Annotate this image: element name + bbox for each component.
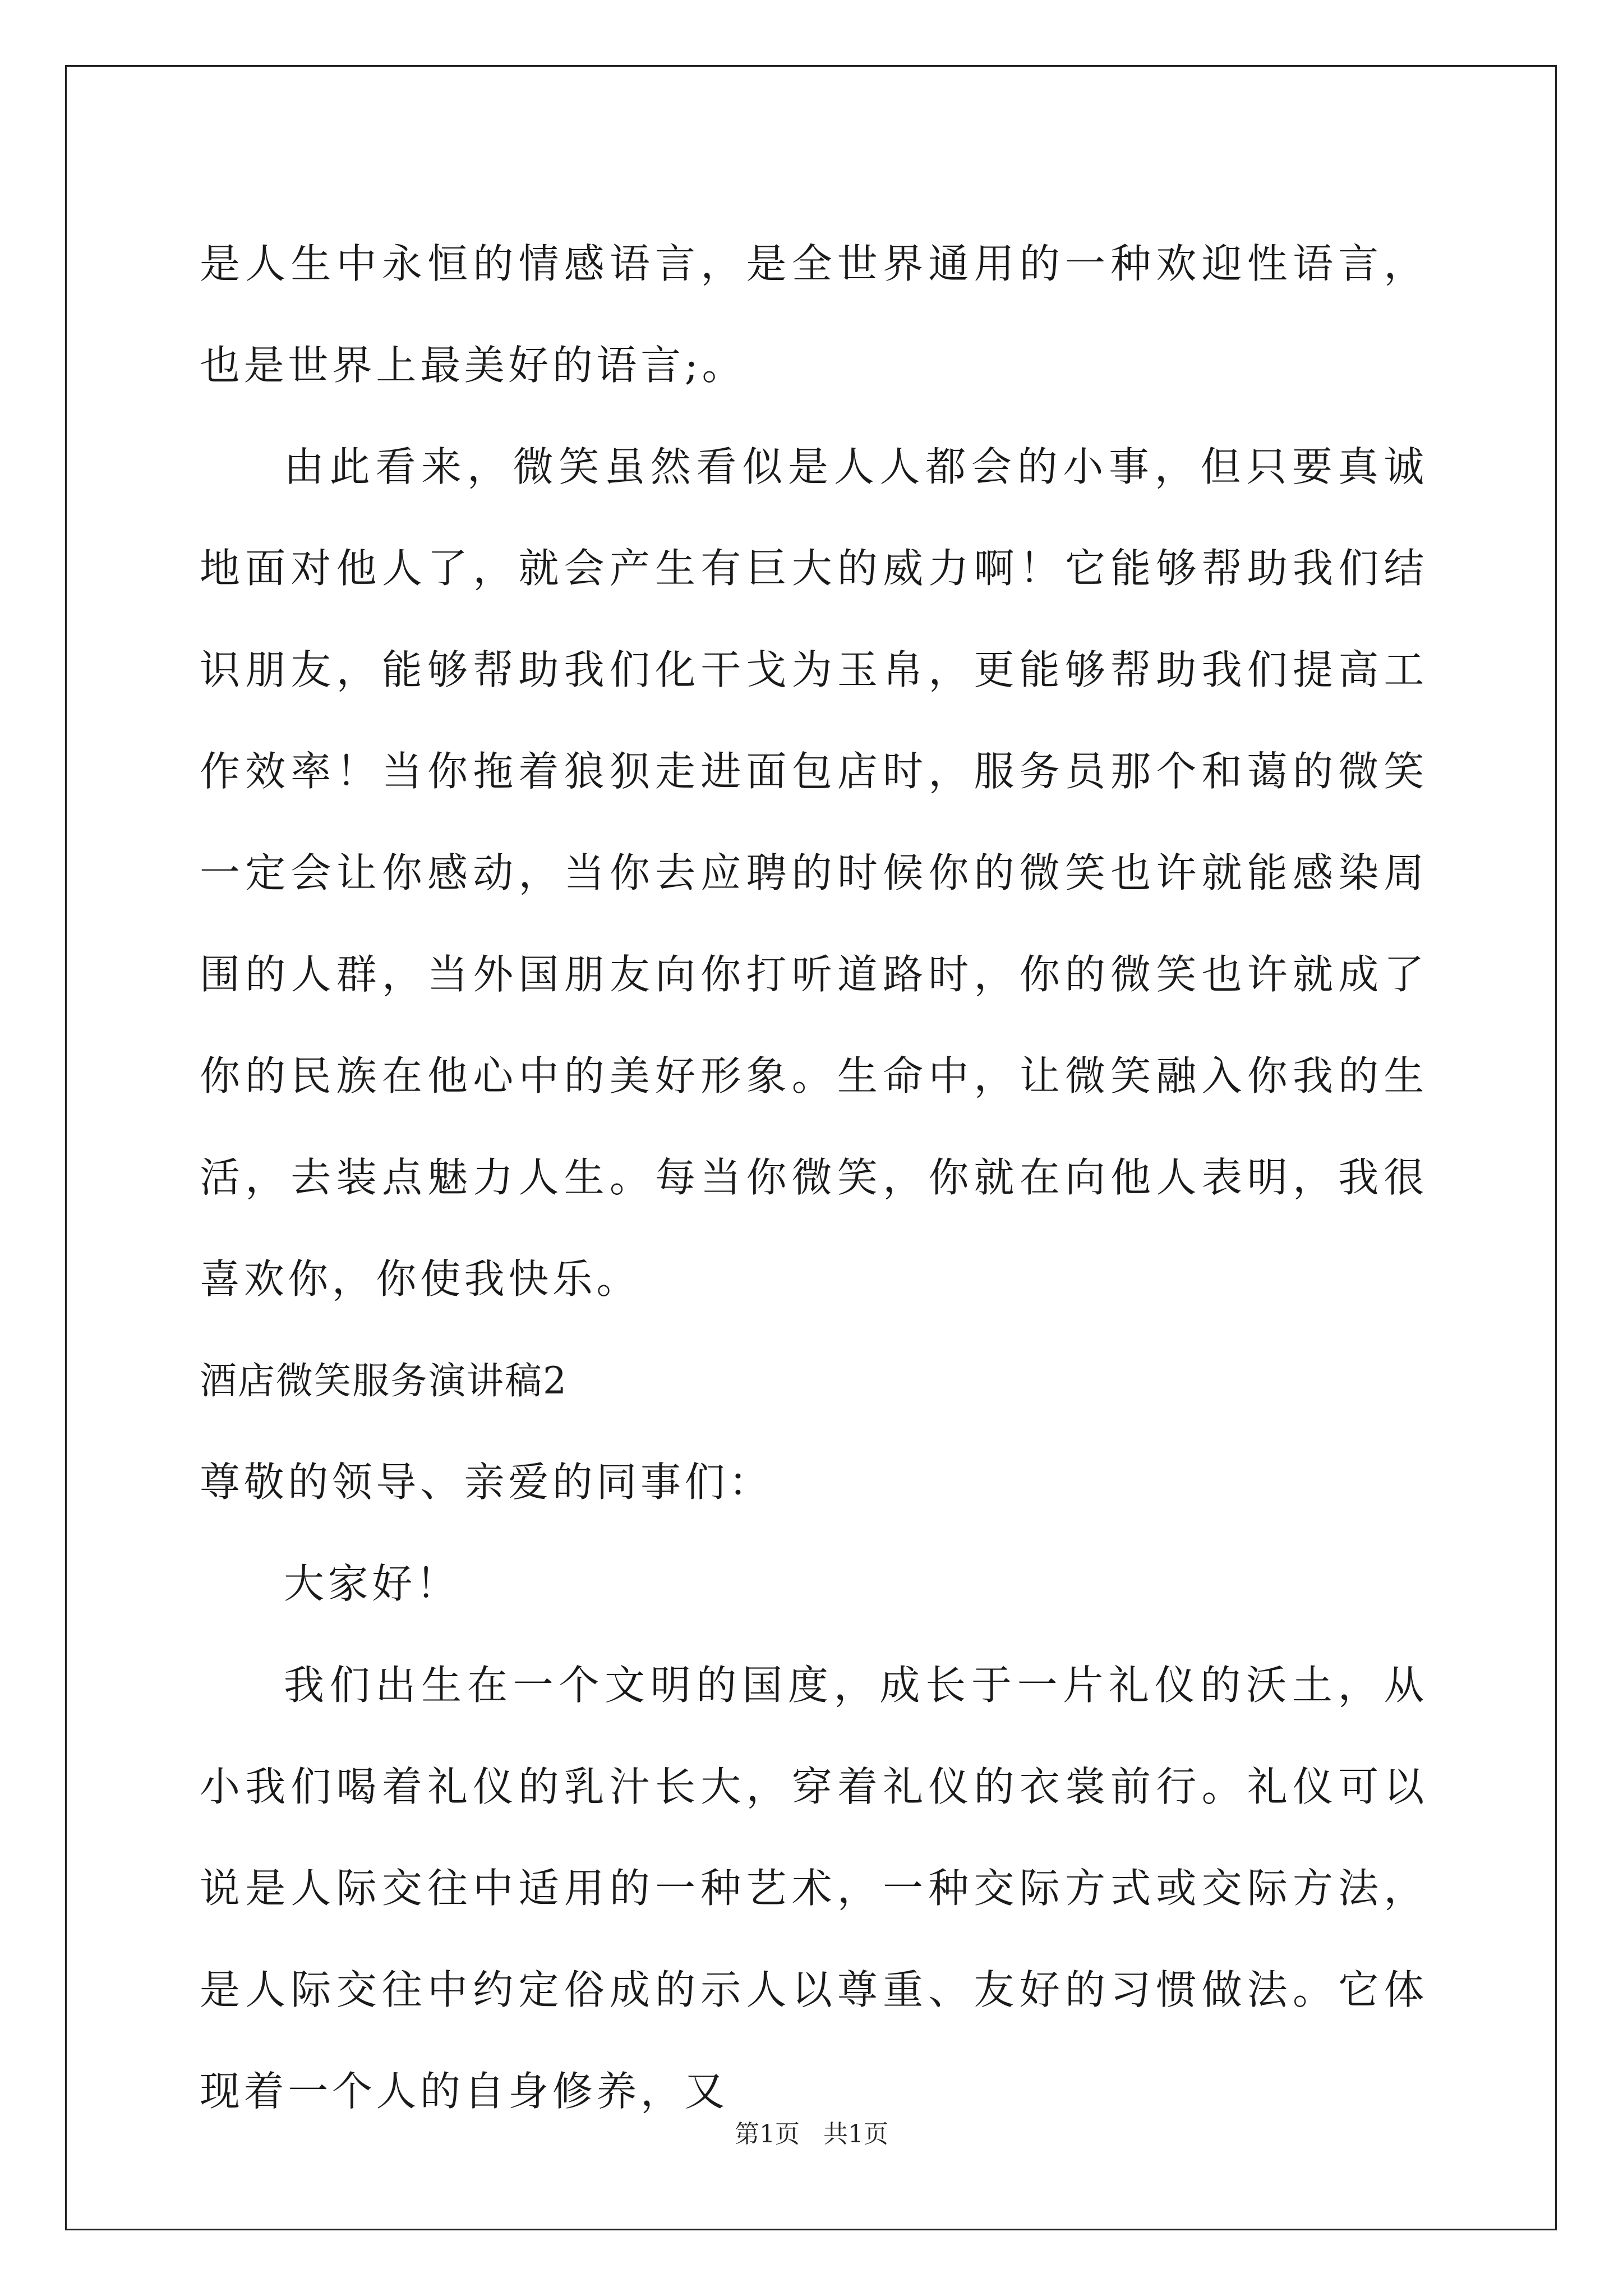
paragraph-continuation: 是人生中永恒的情感语言，是全世界通用的一种欢迎性语言，也是世界上最美好的语言;。 — [200, 240, 1428, 389]
page-total: 共1页 — [823, 2120, 888, 2148]
page-number: 第1页 — [735, 2120, 800, 2148]
document-body — [200, 213, 1428, 2142]
paragraph-smile-power: 由此看来，微笑虽然看似是人人都会的小事，但只要真诚地面对他人了，就会产生有巨大的威力啊！它能够帮助我们结识朋友，能够帮助我们化干戈为玉帛，更能够帮助我们提高工作效率！当你拖着狼狈走进面包店时，服务员那个和蔼的微笑一定会让你感动，当你去应聘的时候你的微笑也许就能感染周围的人群，当外国朋友向你打听道路时，你的微笑也许就成了你的民族在他心中的美好形象。生命中，让微笑融入你我的生活，去装点魅力人生。每当你微笑，你就在向他人表明，我很喜欢你，你使我快乐。 — [200, 443, 1428, 1303]
salutation: 尊敬的领导、亲爱的同事们： — [200, 1458, 773, 1506]
page-footer — [0, 2118, 1623, 2151]
greeting: 大家好！ — [284, 1560, 460, 1607]
paragraph-etiquette: 我们出生在一个文明的国度，成长于一片礼仪的沃土，从小我们喝着礼仪的乳汁长大，穿着礼仪的衣裳前行。礼仪可以说是人际交往中适用的一种艺术，一种交际方式或交际方法，是人际交往中约定俗成的示人以尊重、友好的习惯做法。它体现着一个人的自身修养，又 — [200, 1662, 1428, 2115]
section-title: 酒店微笑服务演讲稿2 — [200, 1359, 568, 1402]
